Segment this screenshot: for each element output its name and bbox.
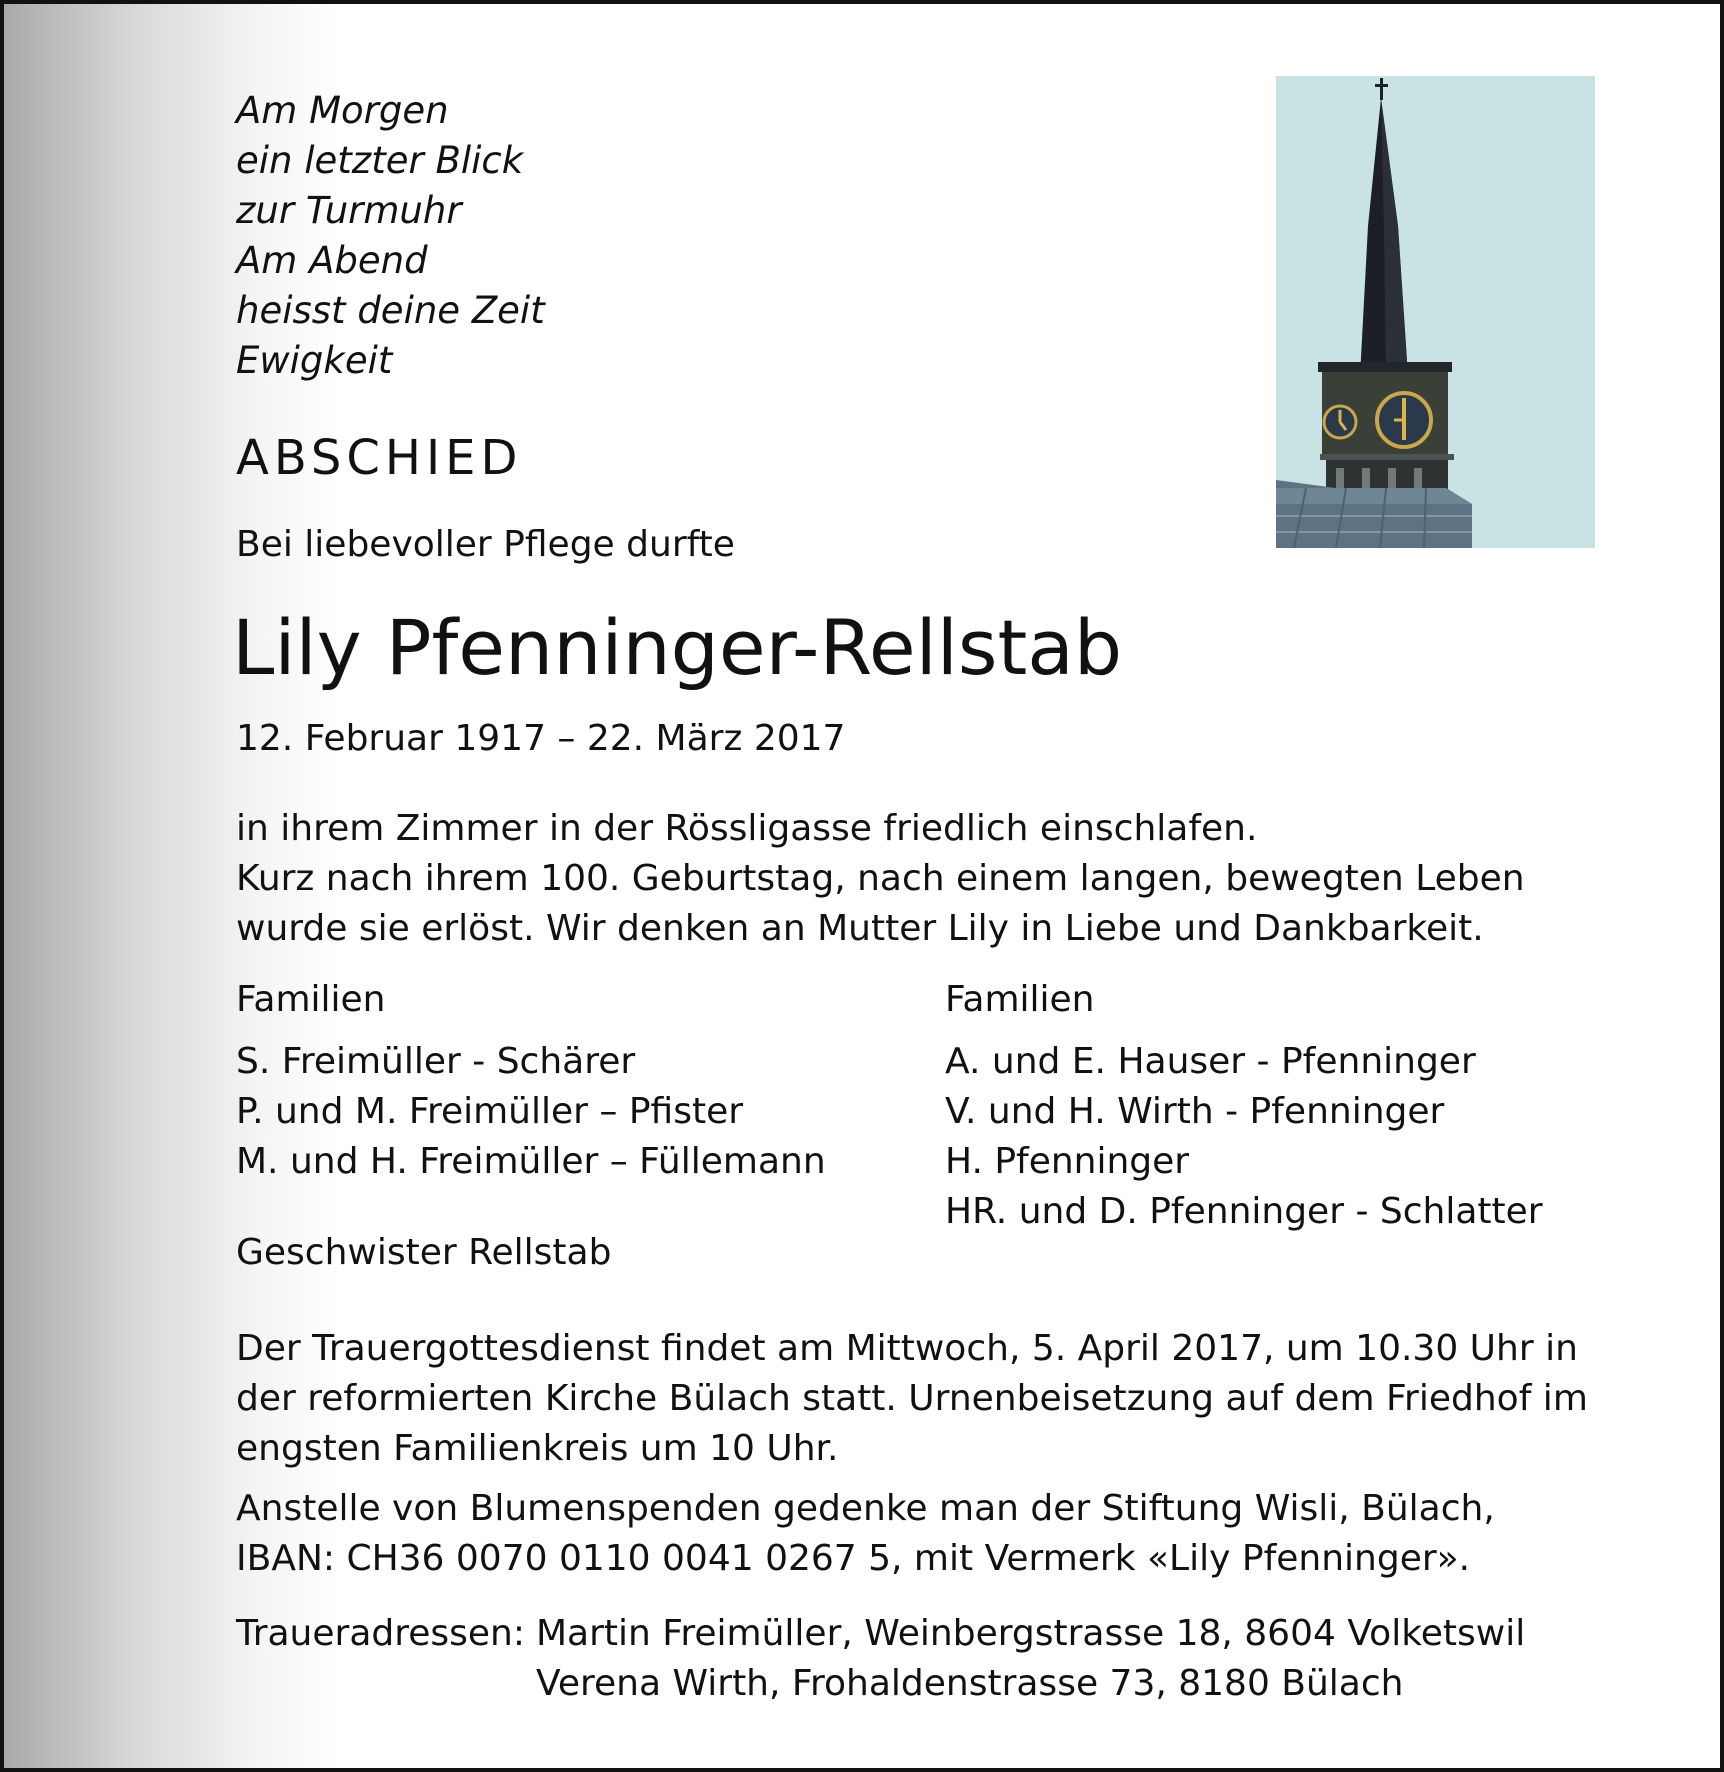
family-entry: A. und E. Hauser - Pfenninger (945, 1041, 1476, 1082)
intro-text: Bei liebevoller Pflege durfte (236, 524, 735, 565)
family-entry: M. und H. Freimüller – Füllemann (236, 1141, 826, 1182)
announcement-line: wurde sie erlöst. Wir denken an Mutter Lily in Liebe und Dankbarkeit. (236, 908, 1484, 949)
family-entry: V. und H. Wirth - Pfenninger (945, 1091, 1445, 1132)
family-entry: P. und M. Freimüller – Pfister (236, 1091, 744, 1132)
announcement-line: in ihrem Zimmer in der Rössligasse friedlich einschlafen. (236, 808, 1258, 849)
family-entry: S. Freimüller - Schärer (236, 1041, 636, 1082)
poem (236, 86, 545, 386)
address-line: Martin Freimüller, Weinbergstrasse 18, 8604 Volketswil (536, 1613, 1526, 1654)
poem-line: zur Turmuhr (236, 189, 462, 232)
donation-info (236, 1484, 1495, 1584)
announcement-text (236, 804, 1525, 954)
family-entry: H. Pfenninger (945, 1141, 1190, 1182)
poem-line: Am Morgen (236, 89, 449, 132)
life-dates: 12. Februar 1917 – 22. März 2017 (236, 718, 846, 759)
poem-line: heisst deine Zeit (236, 289, 545, 332)
announcement-line: Kurz nach ihrem 100. Geburtstag, nach einem langen, bewegten Leben (236, 858, 1525, 899)
families-right-list (945, 1037, 1543, 1237)
families-left-heading: Familien (236, 979, 386, 1020)
poem-line: Ewigkeit (236, 339, 393, 382)
family-entry: HR. und D. Pfenninger - Schlatter (945, 1191, 1543, 1232)
donation-line: Anstelle von Blumenspenden gedenke man der Stiftung Wisli, Bülach, (236, 1488, 1495, 1529)
donation-line: IBAN: CH36 0070 0110 0041 0267 5, mit Vermerk «Lily Pfenninger». (236, 1538, 1471, 1579)
address-line: Verena Wirth, Frohaldenstrasse 73, 8180 Bülach (536, 1663, 1404, 1704)
addresses-label: Traueradressen: (236, 1613, 526, 1654)
service-line: Der Trauergottesdienst findet am Mittwoch, 5. April 2017, um 10.30 Uhr in (236, 1328, 1578, 1369)
poem-line: ein letzter Blick (236, 139, 524, 182)
cross-icon (1380, 78, 1383, 100)
farewell-heading: ABSCHIED (236, 430, 523, 486)
addresses-list (536, 1609, 1525, 1709)
service-info (236, 1324, 1588, 1474)
siblings-entry: Geschwister Rellstab (236, 1232, 612, 1273)
church-tower-photo (1276, 76, 1595, 548)
service-line: der reformierten Kirche Bülach statt. Urnenbeisetzung auf dem Friedhof im (236, 1378, 1588, 1419)
poem-line: Am Abend (236, 239, 428, 282)
service-line: engsten Familienkreis um 10 Uhr. (236, 1428, 839, 1469)
families-right-heading: Familien (945, 979, 1095, 1020)
deceased-name: Lily Pfenninger-Rellstab (232, 603, 1123, 692)
families-left-list (236, 1037, 826, 1187)
